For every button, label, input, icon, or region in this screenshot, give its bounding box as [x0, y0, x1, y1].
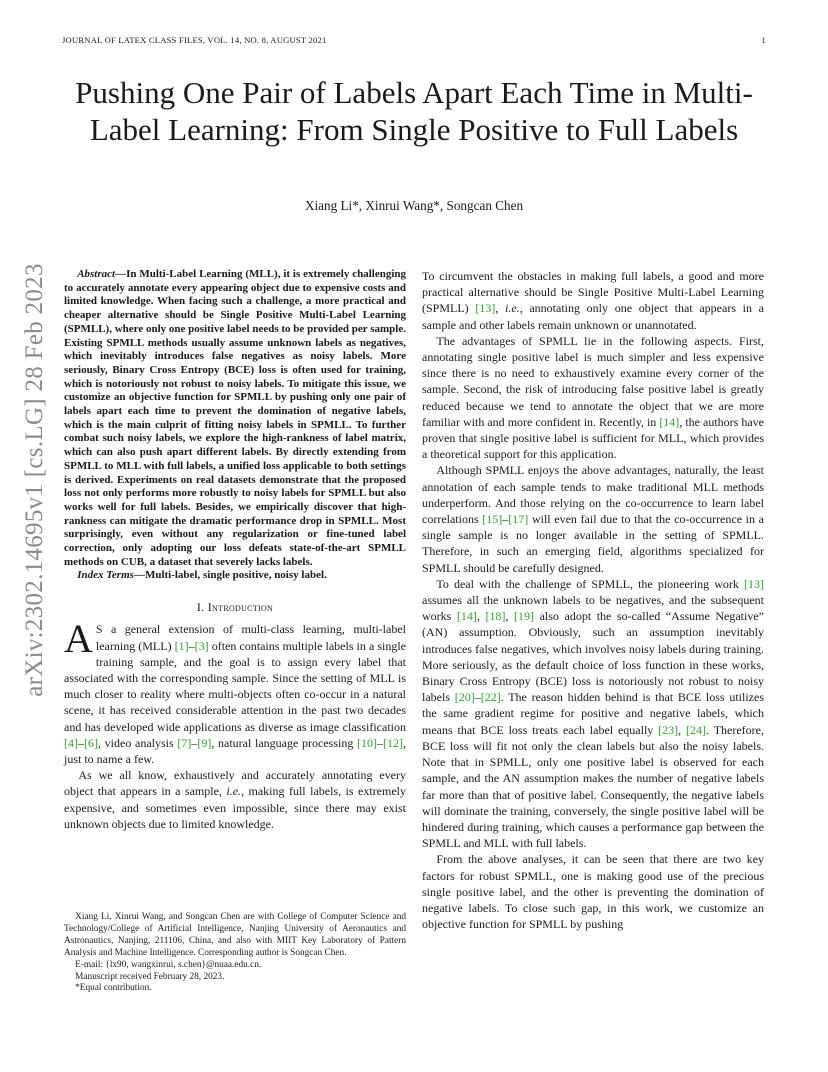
- text-run: . The reason hidden behind is that BCE loss utilizes the same gradient regime for positive and negative labels, which means that BCE loss treats each label equally: [422, 690, 764, 737]
- text-run: , making full labels, is extremely expensive, and sometimes even impossible, since there may exist unknown objects due to limited knowledge.: [64, 784, 406, 831]
- text-run: , just to name a few.: [64, 735, 406, 766]
- citation-link[interactable]: [22]: [480, 690, 501, 705]
- citation-link[interactable]: [4]: [64, 735, 78, 750]
- right-paragraph-3: [422, 462, 764, 575]
- right-column: [422, 268, 764, 932]
- footnote-email: E-mail: {lx90, wangxinrui, s.chen}@nuaa.edu.cn.: [75, 959, 262, 970]
- text-run: –: [191, 735, 198, 750]
- text-run: often contains multiple labels in a single training sample, and the goal is to assign every label that associated with the corresponding sample. Since the setting of MLL is much closer to reality where multi-objects often co-occur in a natural scene, it has received considerable attention in the past two decades and has developed wide applications as diverse as image classification: [64, 638, 406, 734]
- text-run: –: [78, 735, 84, 750]
- citation-link[interactable]: [13]: [475, 301, 496, 316]
- text-run: , annotating only one object that appears in a sample and other labels remain unknown or unannotated.: [422, 301, 764, 332]
- text-run: . Therefore, BCE loss will fit not only the clean labels but also the noisy labels. Note that in SPMLL, only one positive label is observed for each sample, and the AN assumption makes the number of negative labels far more than that of positive label. Consequently, the negative labels will dominate the training, conversely, the single positive label will be hindered during training, which causes a performance gap between the SPMLL and MLL with full labels.: [422, 722, 764, 851]
- citation-link[interactable]: [23]: [658, 722, 679, 737]
- text-run: , natural language processing: [211, 735, 357, 750]
- text-run: ,: [505, 609, 515, 624]
- citation-link[interactable]: [3]: [194, 638, 209, 653]
- intro-paragraph-2: [64, 767, 406, 832]
- citation-link[interactable]: [24]: [686, 722, 707, 737]
- text-run: To circumvent the obstacles in making full labels, a good and more practical alternative should be Single Positive Multi-Label Learning (SPMLL): [422, 269, 764, 316]
- text-run: S a general extension of multi-class learning, multi-label learning (MLL): [95, 622, 406, 653]
- text-run: i.e.: [226, 784, 242, 799]
- right-paragraph-5: From the above analyses, it can be seen that there are two key factors for robust SPMLL, one is making good use of the precious single positive label, and the other is preventing the domination of negative labels. To close such gap, in this work, we customize an objective function for SPMLL by pushing: [422, 852, 764, 932]
- text-run: ,: [476, 609, 486, 624]
- citation-link[interactable]: [14]: [456, 609, 477, 624]
- text-run: ,: [678, 722, 687, 737]
- abstract: [64, 268, 406, 569]
- running-head: [62, 35, 766, 45]
- citation-link[interactable]: [15]: [482, 512, 503, 527]
- text-run: –: [188, 638, 195, 653]
- authors: Xiang Li*, Xinrui Wang*, Songcan Chen: [304, 198, 524, 213]
- text-run: –: [377, 735, 383, 750]
- abstract-label: Abstract: [77, 268, 116, 280]
- text-run: –: [502, 512, 509, 527]
- footnote-received: Manuscript received February 28, 2023.: [75, 971, 225, 982]
- text-run: , the authors have proven that single positive label is sufficient for MLL, which provides a theoretical support for this application.: [422, 414, 765, 462]
- index-terms: [64, 569, 406, 583]
- footnotes: [64, 912, 406, 995]
- text-run: also adopt the so-called “Assume Negative” (AN) assumption. Obviously, such an assumption inevitably introduces false negatives, which involves noisy labels during training. More seriously, as the default choice of loss function in these works, Binary Cross Entropy (BCE) loss is notoriously not robust to noisy labels: [422, 609, 764, 705]
- citation-link[interactable]: [13]: [744, 576, 764, 591]
- citation-link[interactable]: [14]: [659, 414, 680, 429]
- text-run: will even fail due to that the co-occurrence in a single sample is no longer available in the setting of SPMLL. Therefore, in such an emerging field, algorithms specialized for SPMLL should be carefully designed.: [422, 512, 764, 575]
- left-column: [64, 268, 406, 832]
- index-terms-label: Index Terms: [77, 569, 134, 582]
- abstract-text: —In Multi-Label Learning (MLL), it is extremely challenging to accurately annotate every appearing object due to expensive costs and limited knowledge. When facing such a challenge, a more practical and cheaper alternative should be Single Positive Multi-Label Learning (SPMLL), where only one positive label needs to be provided per sample. Existing SPMLL methods usually assume unknown labels as negatives, which inevitably introduces false negatives as noisy labels. More seriously, Binary Cross Entropy (BCE) loss is often used for training, which is notoriously not robust to noisy labels. To mitigate this issue, we customize an objective function for SPMLL by pushing only one pair of labels apart each time to prevent the domination of negative labels, which is the main culprit of fitting noisy labels in SPMLL. To further combat such noisy labels, we explore the high-rankness of label matrix, which can also push apart different labels. By directly extending from SPMLL to MLL with full labels, a unified loss applicable to both settings is derived. Experiments on real datasets demonstrate that the proposed loss not only performs more robustly to noisy labels for SPMLL but also works well for full labels. Besides, we empirically discover that high-rankness can mitigate the dramatic performance drop in SPMLL. Most surprisingly, even without any regularization or fine-tuned label correction, only adopting our loss defeats state-of-the-art SPMLL methods on CUB, a dataset that severely lacks labels.: [64, 268, 406, 568]
- footnote-affiliation: Xiang Li, Xinrui Wang, and Songcan Chen are with College of Computer Science and Technology/College of Artificial Intelligence, Nanjing University of Aeronautics and Astronautics, Nanjing, 211106, China, and also with MIIT Key Laboratory of Pattern Analysis and Machine Intelligence. Corresponding author is Songcan Chen.: [64, 912, 406, 958]
- citation-link[interactable]: [18]: [485, 609, 506, 624]
- text-run: –: [474, 690, 481, 705]
- citation-link[interactable]: [7]: [177, 735, 192, 750]
- citation-link[interactable]: [19]: [514, 609, 535, 624]
- right-paragraph-4: [422, 576, 764, 851]
- citation-link[interactable]: [12]: [383, 735, 403, 750]
- text-run: The advantages of SPMLL lie in the following aspects. First, annotating single positive label is much simpler and less expensive since there is no need to exhaustively examine every corner of the sample. Second, the risk of introducing false positive label is greatly reduced because we tend to annotate the object that we are more familiar with and more confident in. Recently, in: [422, 333, 764, 429]
- text-run: To deal with the challenge of SPMLL, the pioneering work: [436, 576, 744, 591]
- drop-cap: A: [64, 616, 93, 662]
- citation-link[interactable]: [1]: [174, 638, 189, 653]
- right-paragraph-2: [422, 333, 764, 463]
- page-number: 1: [761, 35, 766, 45]
- right-paragraph-1: [422, 268, 764, 333]
- arxiv-id: arXiv:2302.14695v1 [cs.LG] 28 Feb 2023: [21, 263, 48, 697]
- journal-name: JOURNAL OF LATEX CLASS FILES, VOL. 14, NO. 8, AUGUST 2021: [62, 35, 327, 45]
- section-heading: I. Introduction: [196, 600, 274, 615]
- paper-title: Pushing One Pair of Labels Apart Each Time in Multi-Label Learning: From Single Positive to Full Labels: [75, 75, 753, 147]
- index-terms-text: —Multi-label, single positive, noisy label.: [133, 569, 327, 582]
- arxiv-stamp: [0, 0, 60, 1072]
- citation-link[interactable]: [9]: [197, 735, 212, 750]
- text-run: assumes all the unknown labels to be negatives, and the subsequent works: [422, 593, 764, 624]
- citation-link[interactable]: [10]: [357, 735, 377, 750]
- citation-link[interactable]: [17]: [508, 512, 529, 527]
- text-run: ,: [495, 301, 506, 316]
- text-run: , video analysis: [98, 735, 178, 750]
- intro-paragraph-1: [64, 616, 406, 767]
- citation-link[interactable]: [6]: [84, 735, 98, 750]
- footnote-equal: *Equal contribution.: [75, 983, 152, 994]
- text-run: i.e.: [505, 301, 520, 316]
- text-run: As we all know, exhaustively and accurately annotating every object that appears in a sample,: [64, 768, 406, 799]
- text-run: Although SPMLL enjoys the above advantages, naturally, the least annotation of each sample tends to make traditional MLL methods underperform. And those relying on the co-occurrence to learn label correlations: [422, 463, 764, 527]
- citation-link[interactable]: [20]: [454, 690, 475, 705]
